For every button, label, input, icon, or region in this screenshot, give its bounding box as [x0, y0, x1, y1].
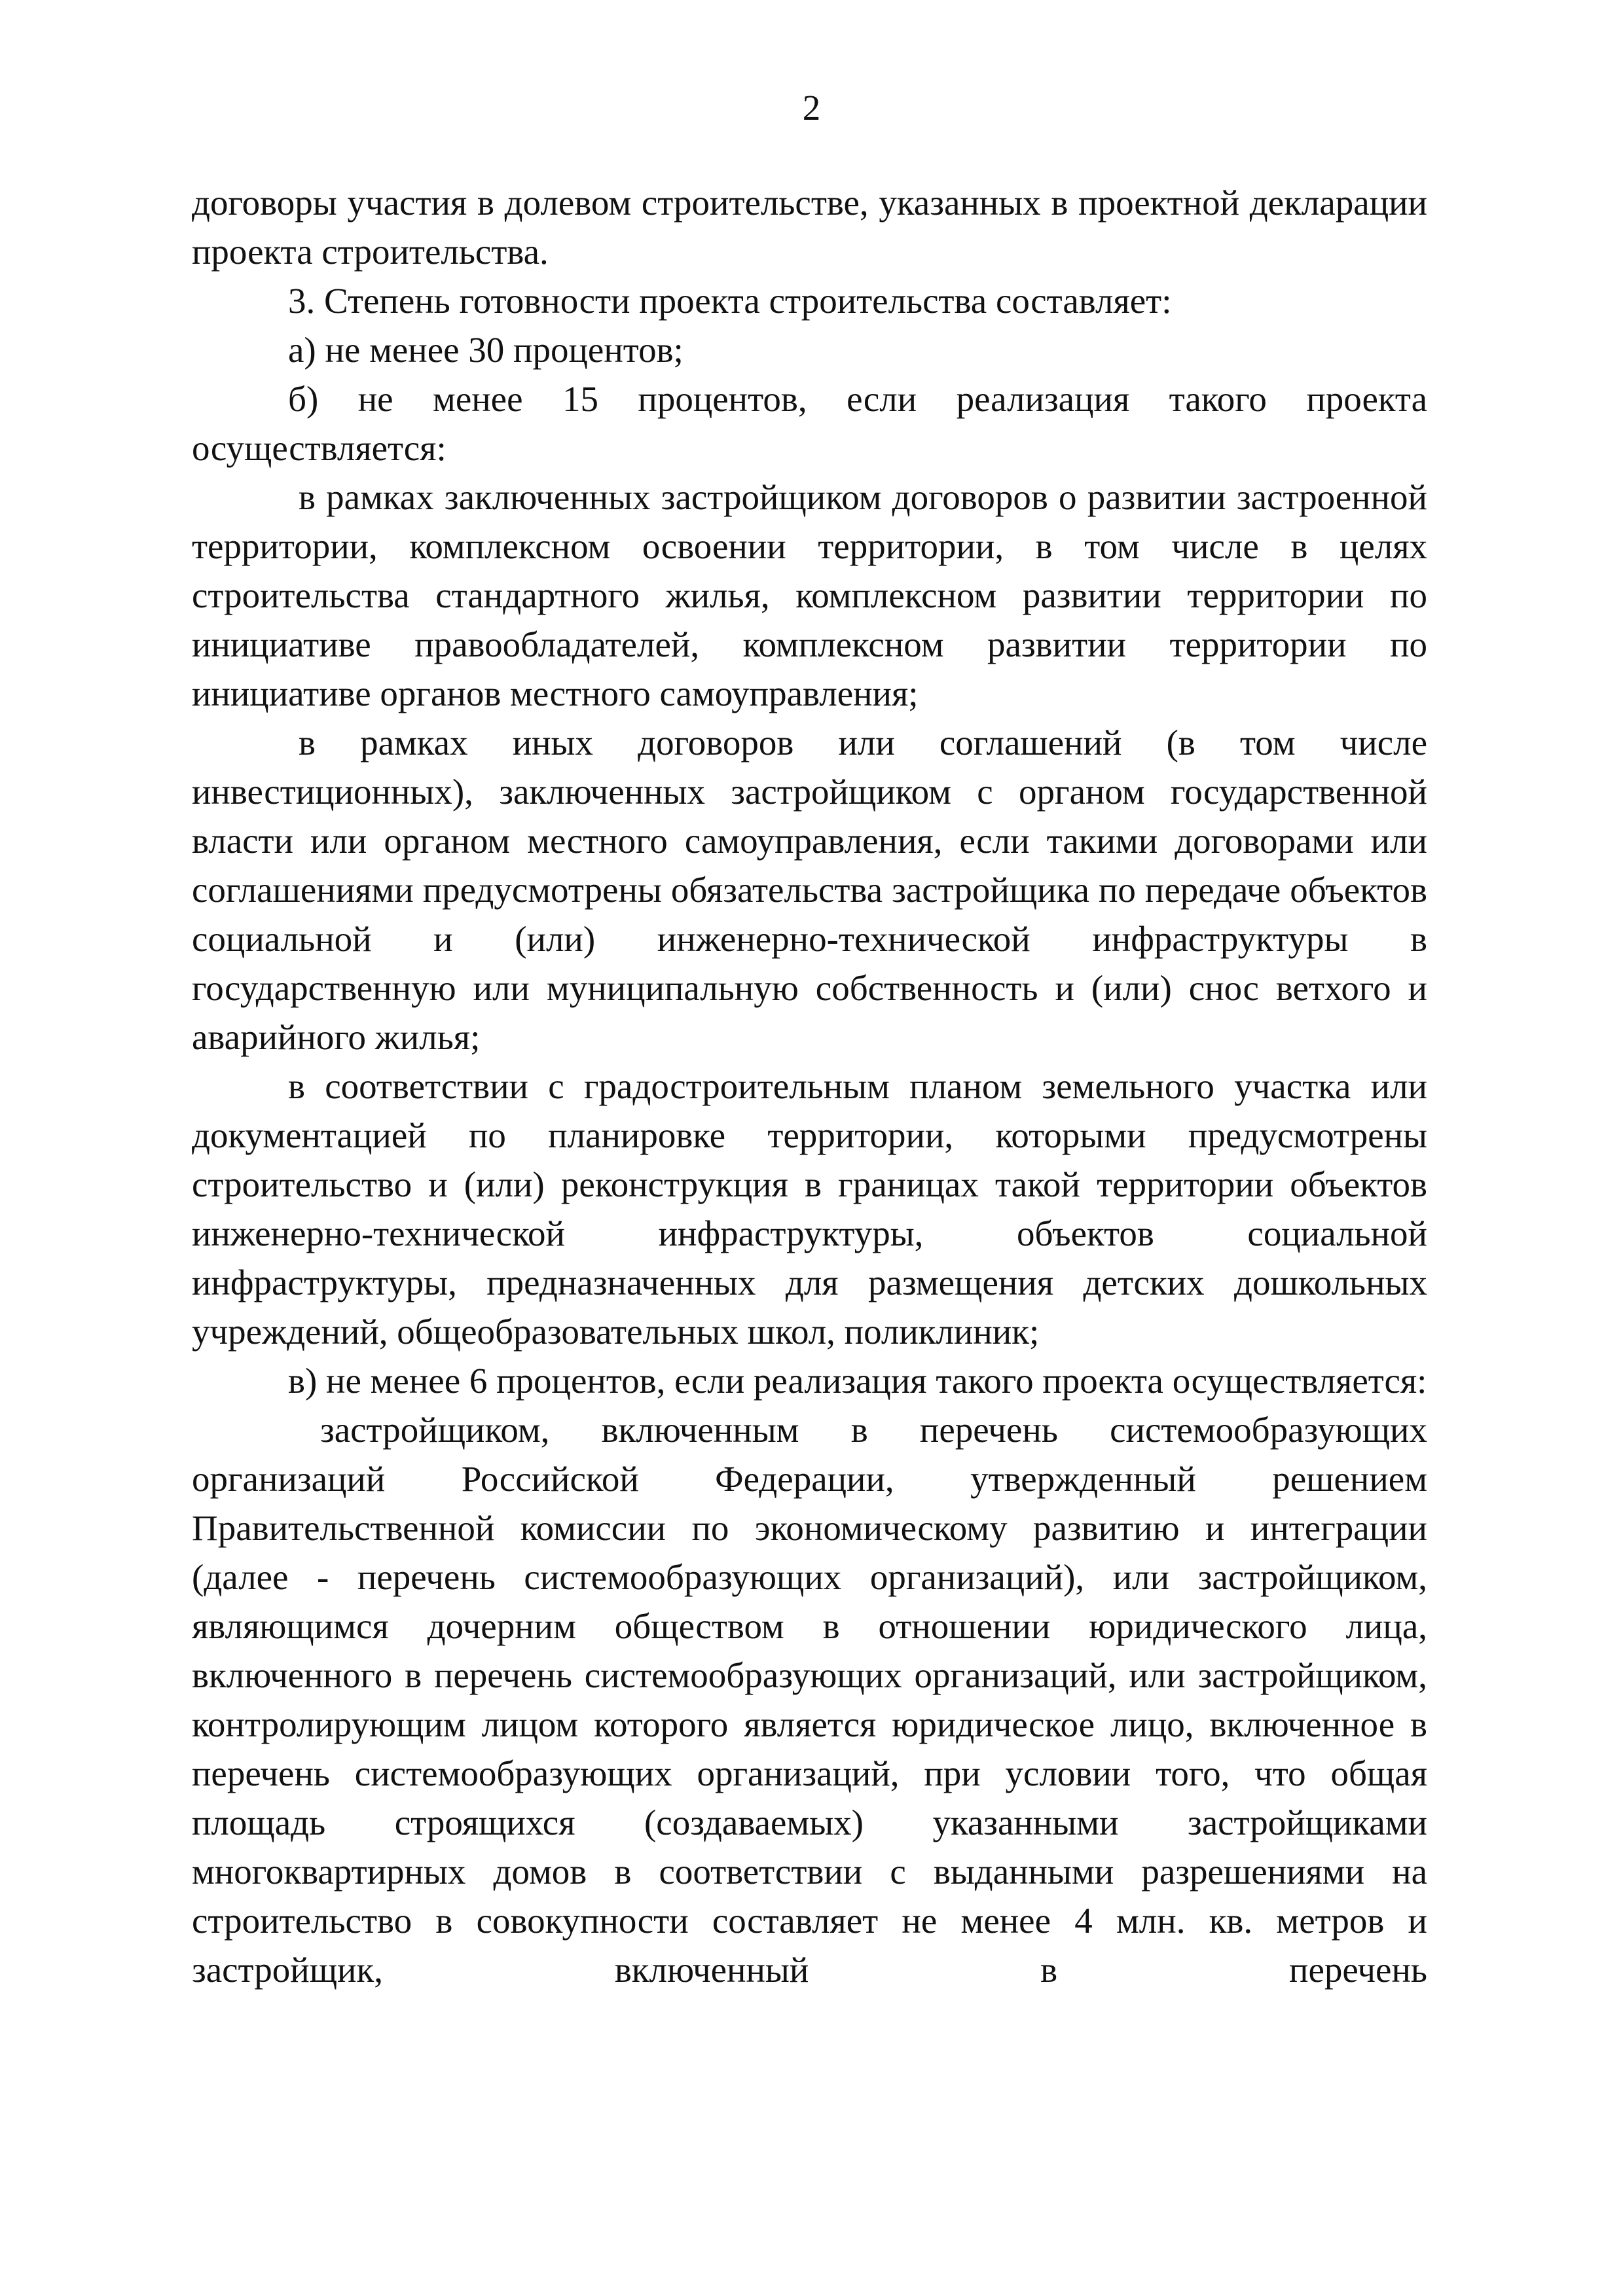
paragraph-b-territory-development: в рамках заключенных застройщиком договоров о развитии застроенной территории, комплексном освоении территории, в том числе в целях строительства стандартного жилья, комплексном развитии территории по инициативе правообладателей, комплексном развитии территории по инициативе органов местного самоуправления; — [192, 477, 1427, 713]
document-body — [192, 178, 1427, 1994]
paragraph-v-system-organizations: застройщиком, включенным в перечень системообразующих организаций Российской Федерации, утвержденный решением Правительственной комиссии по экономическому развитию и интеграции (далее - перечень системообразующих организаций), или застройщиком, являющимся дочерним обществом в отношении юридического лица, включенного в перечень системообразующих организаций, или застройщиком, контролирующим лицом которого является юридическое лицо, включенное в перечень системообразующих организаций, при условии того, что общая площадь строящихся (создаваемых) указанными застройщиками многоквартирных домов в соответствии с выданными разрешениями на строительство в совокупности составляет не менее 4 млн. кв. метров и застройщик, включенный в перечень — [192, 1410, 1427, 1990]
paragraph-item-a: а) не менее 30 процентов; — [288, 330, 684, 370]
paragraph-b-urban-plan: в соответствии с градостроительным планом земельного участка или документацией по планировке территории, которыми предусмотрены строительство и (или) реконструкция в границах такой территории объектов инженерно-технической инфраструктуры, объектов социальной инфраструктуры, предназначенных для размещения детских дошкольных учреждений, общеобразовательных школ, поликлиник; — [192, 1066, 1427, 1352]
paragraph-contracts-continuation: договоры участия в долевом строительстве, указанных в проектной декларации проекта строительства. — [192, 183, 1427, 272]
page-number: 2 — [802, 88, 821, 128]
paragraph-item-b: б) не менее 15 процентов, если реализация такого проекта осуществляется: — [192, 379, 1427, 468]
paragraph-item-v: в) не менее 6 процентов, если реализация такого проекта осуществляется: — [288, 1361, 1427, 1401]
paragraph-readiness-degree: 3. Степень готовности проекта строительства составляет: — [288, 281, 1172, 321]
paragraph-b-other-agreements: в рамках иных договоров или соглашений (в том числе инвестиционных), заключенных застройщиком с органом государственной власти или органом местного самоуправления, если такими договорами или соглашениями предусмотрены обязательства застройщика по передаче объектов социальной и (или) инженерно-технической инфраструктуры в государственную или муниципальную собственность и (или) снос ветхого и аварийного жилья; — [192, 723, 1427, 1057]
